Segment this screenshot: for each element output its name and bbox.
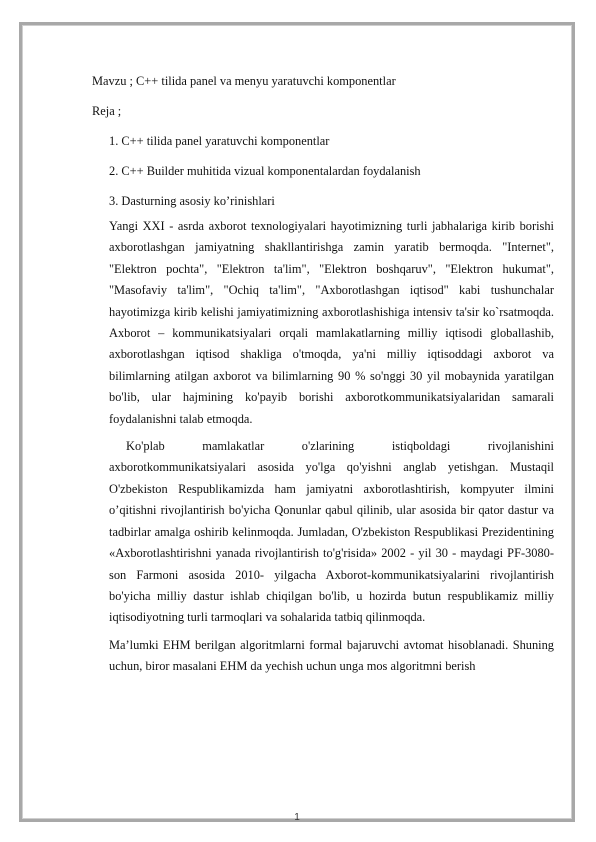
document-page — [19, 22, 575, 822]
plan-item-1: 1. C++ tilida panel yaratuvchi komponentlar — [109, 134, 330, 148]
paragraph-1 — [92, 216, 554, 430]
paragraph-1-text: Yangi XXI - asrda axborot texnologiyalari hayotimizning turli jabhalariga kirib borishi axborotlashgan jamiyatning shakllantirishga zamin yaratib bermoqda. "Internet", "Elektron pochta", "Elektron ta'lim", "Elektron boshqaruv", "Elektron hukumat", "Masofaviy ta'lim", "Ochiq ta'lim", "Axborotlashgan iqtisod" kabi tushunchalar hayotimizga kirib kelishi jamiyatimizning axborotlashishiga intensiv ta'sir ko`rsatmoqda. Axborot – kommunikatsiyalari orqali mamlakatlarning milliy iqtisodi globallashib, axborotlashgan iqtisod shakliga o'tmoqda, ya'ni milliy iqtisoddagi axborot va bilimlarning atilgan axborot va bilimlarning 90 % so'nggi 30 yil mobaynida yaratilgan bo'lib, ular hajmining ko'payib borishi axborotkommunikatsiyalaridan samarali foydalanishni talab etmoqda. — [109, 219, 554, 426]
paragraph-2-text: Ko'plab mamlakatlar o'zlarining istiqboldagi rivojlanishini axborotkommunikatsiyalari asosida yo'lga qo'yishni anglab yetishgan. Mustaqil O'zbekiston Respublikamizda ham jamiyatni axborotlashtirish, kompyuter ilmini o’qitishni rivojlantirish bo'yicha Qonunlar qabul qilinib, ular asosida bir qator dastur va tadbirlar amalga oshirib kelinmoqda. Jumladan, O'zbekiston Respublikasi Prezidentining «Axborotlashtirishni yanada rivojlantirish to'g'risida» 2002 - yil 30 - maydagi PF-3080-son Farmoni asosida 2010- yilgacha Axborot-kommunikatsiyalarini rivojlantirish bo'yicha milliy dastur ishlab chiqilgan bo'lib, u hozirda butun respublikamiz milliy iqtisodiyotning turli tarmoqlari va sohalarida tatbiq qilinmoqda. — [109, 439, 554, 625]
plan-item-3: 3. Dasturning asosiy ko’rinishlari — [109, 194, 275, 208]
paragraph-3-text: Ma’lumki EHM berilgan algoritmlarni formal bajaruvchi avtomat hisoblanadi. Shuning uchun, biror masalani EHM da yechish uchun unga mos algoritmni berish — [109, 637, 554, 674]
plan-item-2: 2. C++ Builder muhitida vizual komponentalardan foydalanish — [109, 164, 421, 178]
document-body — [92, 73, 554, 684]
paragraph-2 — [92, 436, 554, 629]
topic-line: Mavzu ; C++ tilida panel va menyu yaratuvchi komponentlar — [92, 74, 396, 88]
page-number: 1 — [294, 812, 300, 823]
paragraph-3 — [92, 635, 554, 678]
plan-heading: Reja ; — [92, 104, 122, 118]
